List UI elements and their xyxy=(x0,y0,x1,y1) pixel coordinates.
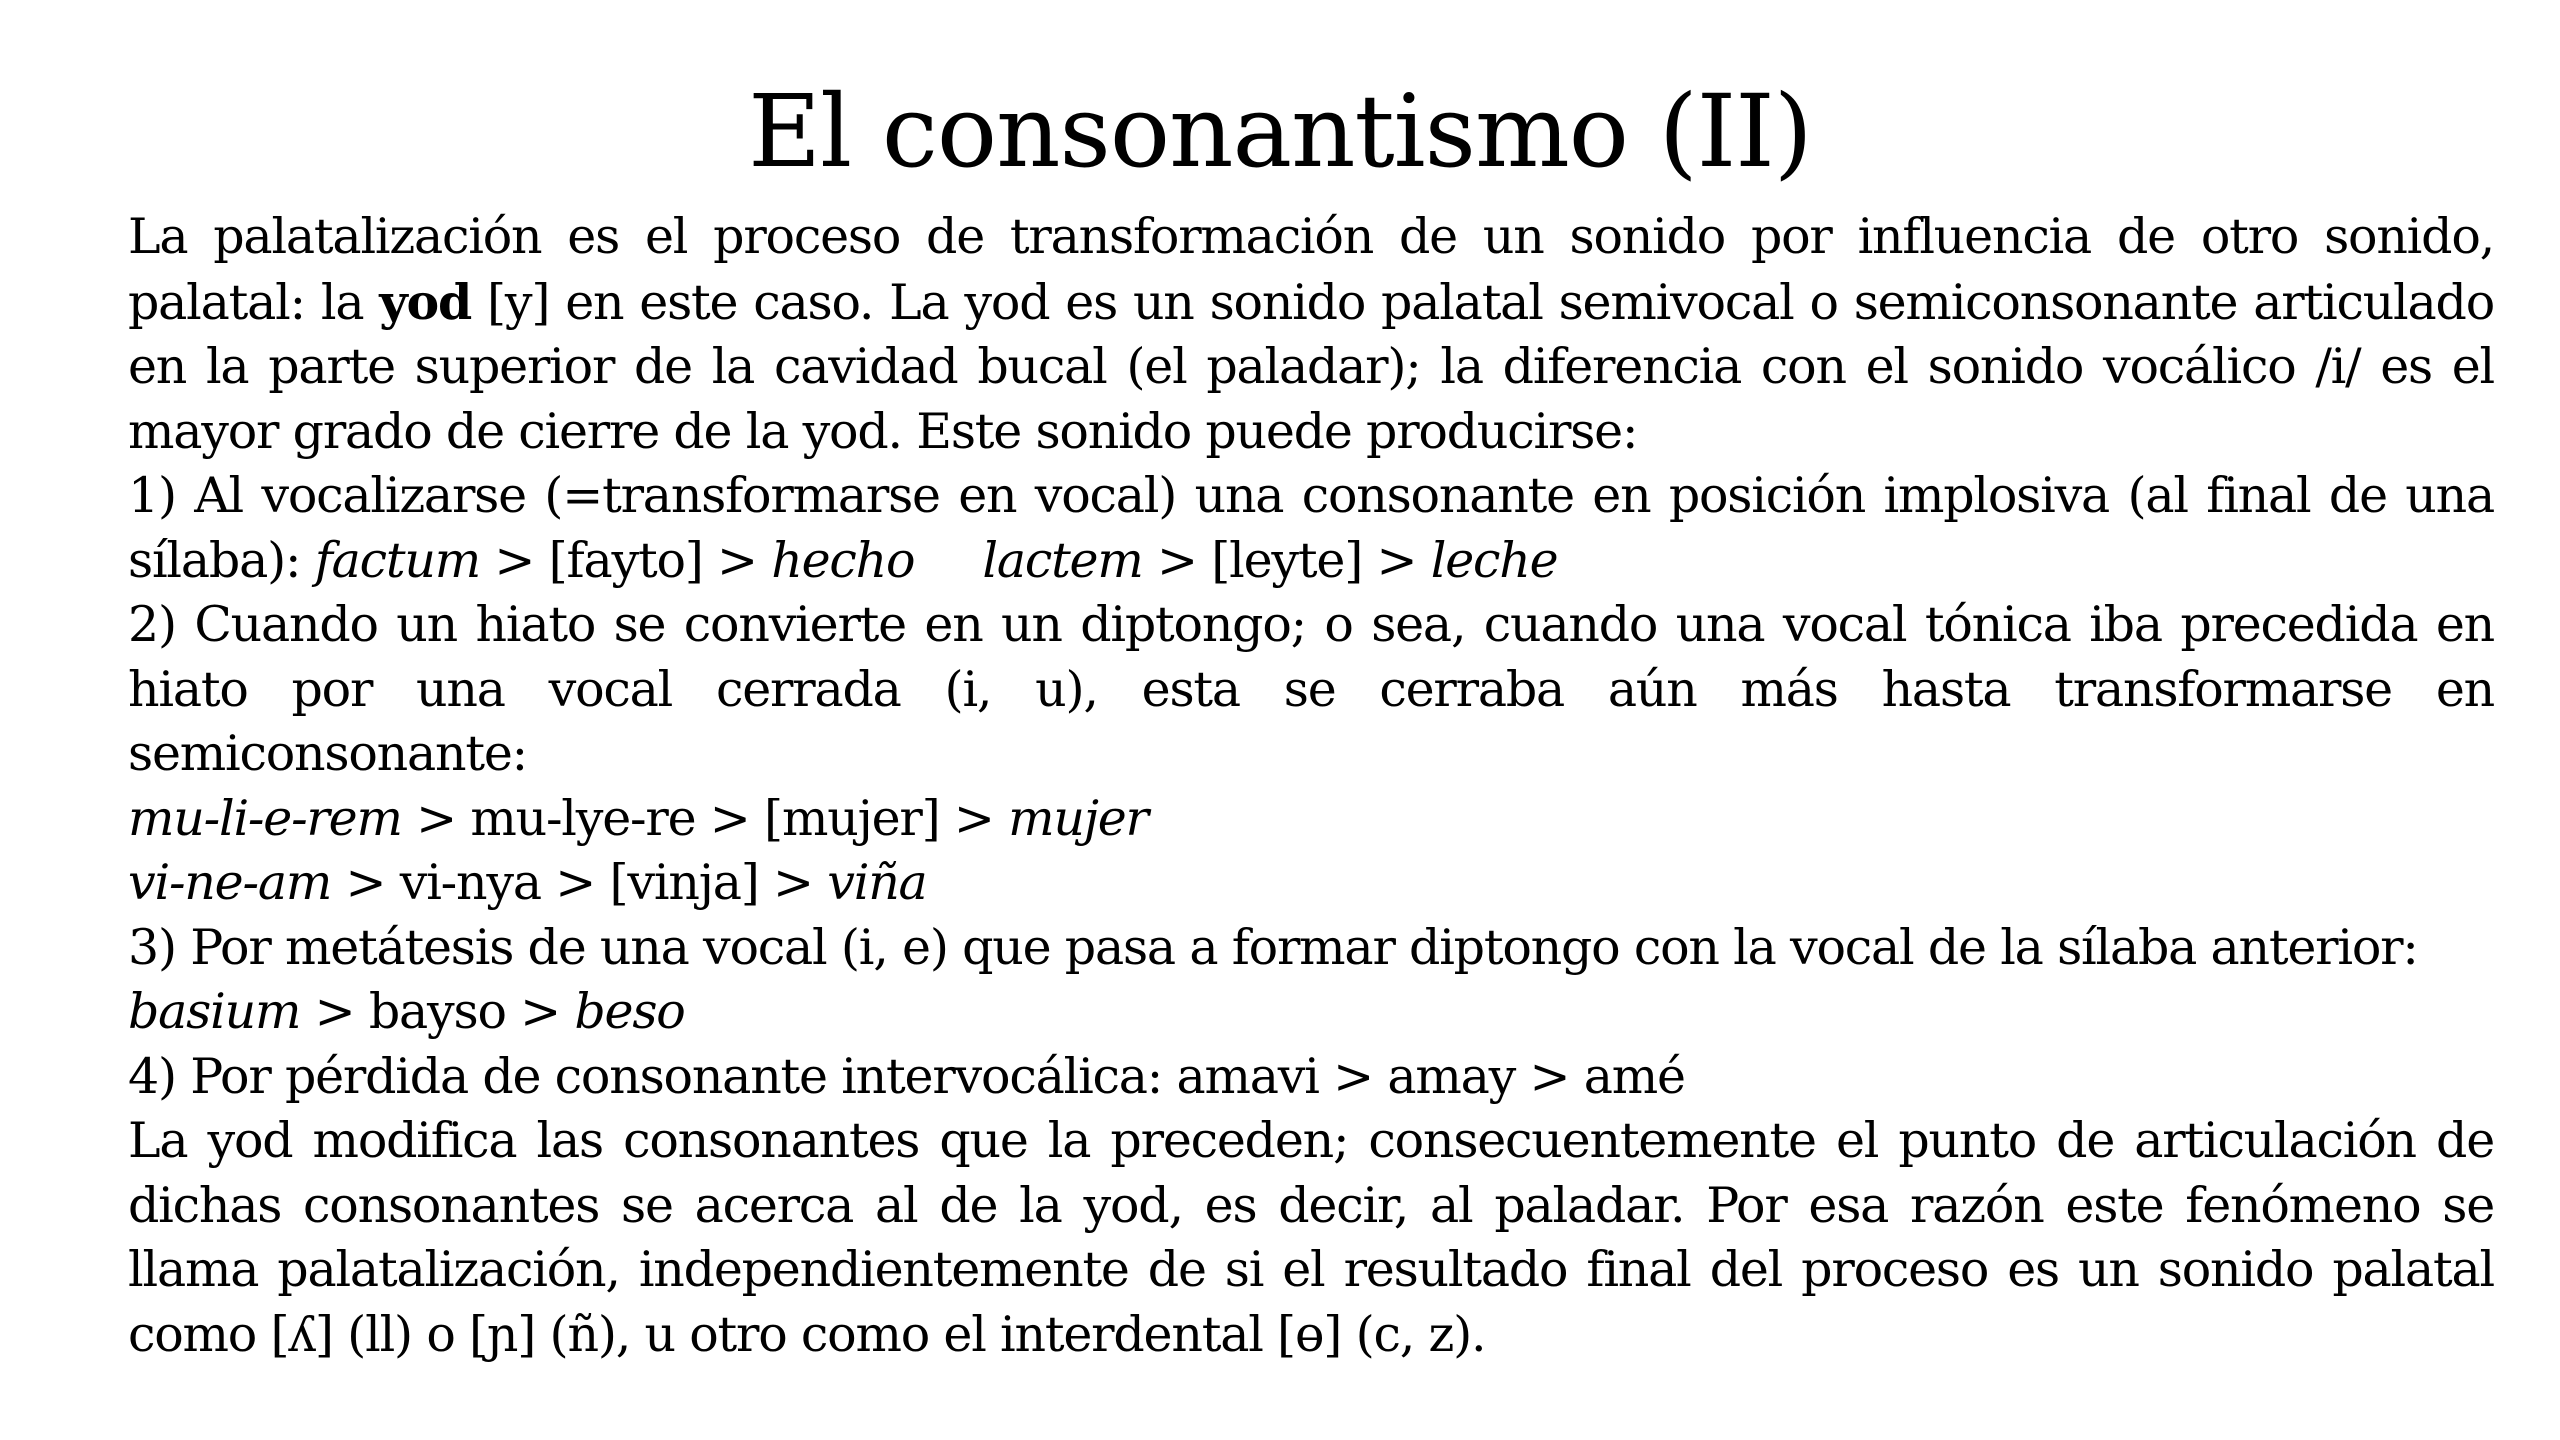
point-2-example-2 xyxy=(128,851,2494,916)
slide-title: El consonantismo (II) xyxy=(748,73,1812,190)
slide-body xyxy=(128,205,2494,1367)
point-3-example xyxy=(128,980,2494,1045)
point-2-example-1-steps: > mu-lye-re > [mujer] > xyxy=(401,789,1009,847)
point-3-example-result: beso xyxy=(574,983,685,1040)
point-1-example-1-latin: factum xyxy=(314,531,480,589)
point-4: 4) Por pérdida de consonante intervocálica: amavi > amay > amé xyxy=(128,1047,1685,1105)
intro-text-end: [y] en este caso. La yod es un sonido palatal semivocal o semiconsonante articulado en la parte superior de la cavidad bucal (el paladar); la diferencia con el sonido vocálico /i/ es el mayor grado de cierre de la yod. Este sonido puede producirse: xyxy=(128,273,2495,460)
intro-text-start: La palatalización es el proceso de transformación de un sonido por influencia de otro sonido, palatal: la xyxy=(128,208,2494,331)
point-1-text: 1) Al vocalizarse (=transformarse en vocal) una consonante en posición implosiva (al final de una sílaba): xyxy=(128,467,2494,589)
point-1-example-1-steps: > [fayto] > xyxy=(480,531,772,589)
point-3-example-latin: basium xyxy=(128,983,301,1040)
point-2: 2) Cuando un hiato se convierte en un diptongo; o sea, cuando una vocal tónica iba precedida en hiato por una vocal cerrada (i, u), esta se cerraba aún más hasta transformarse en semiconsonante: xyxy=(128,596,2494,782)
point-3-example-steps: > bayso > xyxy=(300,983,575,1040)
point-2-example-1 xyxy=(128,787,2494,852)
point-3: 3) Por metátesis de una vocal (i, e) que pasa a formar diptongo con la vocal de la sílaba anterior: xyxy=(128,918,2418,976)
point-2-example-1-latin: mu-li-e-rem xyxy=(128,789,402,847)
point-1-example-2-steps: > [leyte] > xyxy=(1142,531,1431,589)
point-2-example-2-steps: > vi-nya > [vinja] > xyxy=(331,854,828,911)
intro-term-yod: yod xyxy=(379,272,472,331)
point-2-example-1-result: mujer xyxy=(1008,789,1148,847)
point-1-example-2-result: leche xyxy=(1430,531,1558,589)
closing-paragraph: La yod modifica las consonantes que la preceden; consecuentemente el punto de articulación de dichas consonantes se acerca al de la yod, es decir, al paladar. Por esa razón este fenómeno se llama palatalización, independientemente de si el resultado final del proceso es un sonido palatal como [ʎ] (ll) o [ɲ] (ñ), u otro como el interdental [ɵ] (c, z). xyxy=(128,1112,2494,1363)
intro-paragraph xyxy=(128,205,2494,464)
point-1-example-2-latin: lactem xyxy=(982,531,1143,589)
point-1 xyxy=(128,464,2494,593)
point-1-example-1-result: hecho xyxy=(771,531,915,589)
point-2-example-2-latin: vi-ne-am xyxy=(128,854,332,911)
point-2-example-2-result: viña xyxy=(827,854,927,911)
